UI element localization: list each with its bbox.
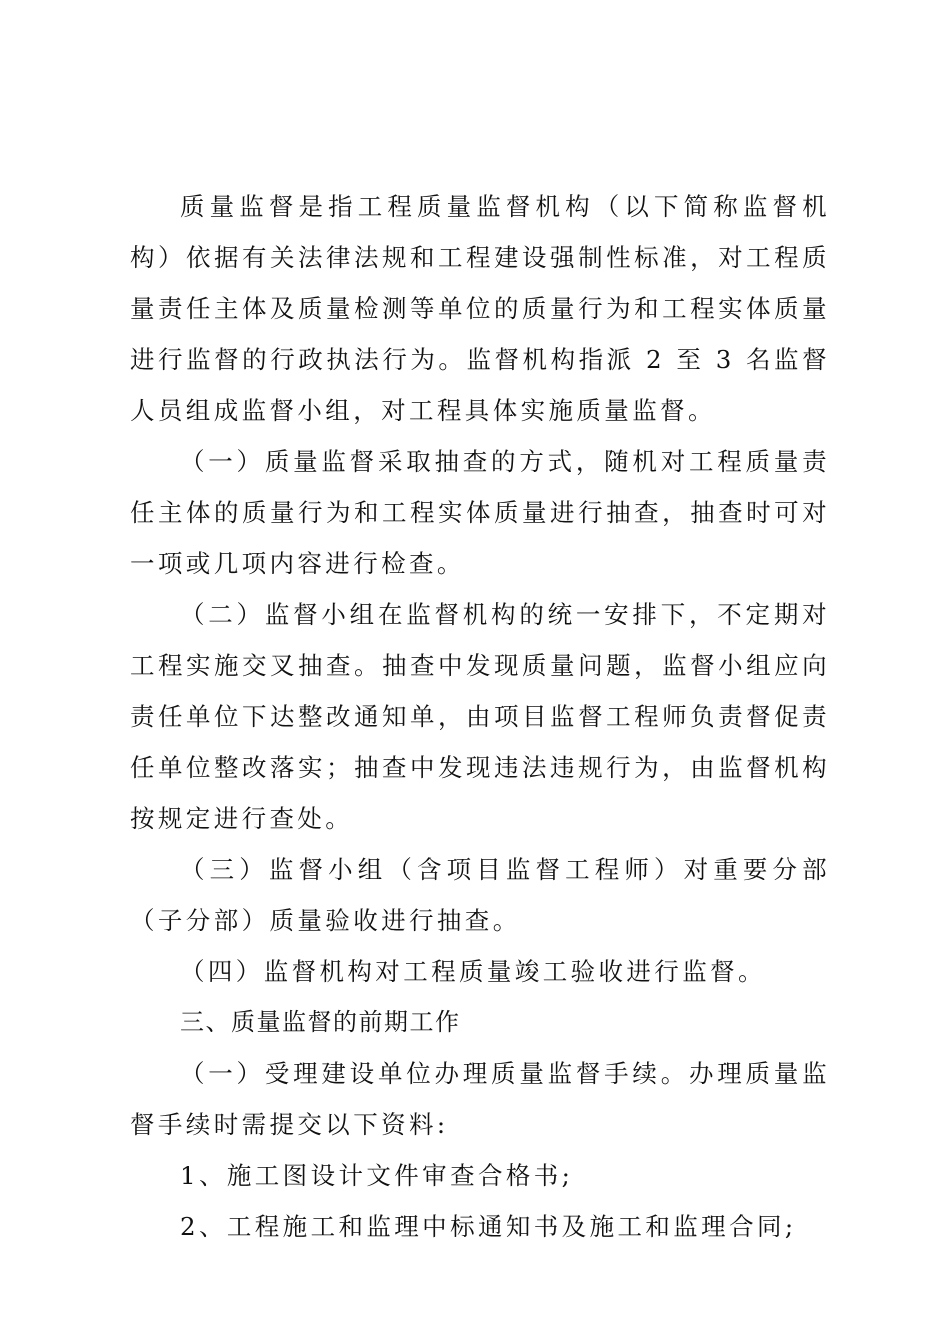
section-list-item-2: 2、工程施工和监理中标通知书及施工和监理合同; (180, 1212, 797, 1241)
section-paragraph-1: （一）受理建设单位办理质量监督手续。办理质量监督手续时需提交以下资料: (130, 1059, 830, 1139)
paragraph-item-3: （三）监督小组（含项目监督工程师）对重要分部（子分部）质量验收进行抽查。 (130, 855, 830, 935)
paragraph-item-4: （四）监督机构对工程质量竣工验收进行监督。 (180, 957, 766, 986)
section-list-item-1: 1、施工图设计文件审查合格书; (180, 1161, 574, 1190)
paragraph-item-1: （一）质量监督采取抽查的方式，随机对工程质量责任主体的质量行为和工程实体质量进行抽查，抽查时可对一项或几项内容进行检查。 (130, 447, 830, 578)
paragraph-definition: 质量监督是指工程质量监督机构（以下简称监督机构）依据有关法律法规和工程建设强制性标准，对工程质量责任主体及质量检测等单位的质量行为和工程实体质量进行监督的行政执法行为。监督机构指派 2 至 3 名监督人员组成监督小组，对工程具体实施质量监督。 (130, 192, 830, 425)
section-heading: 三、质量监督的前期工作 (180, 1008, 461, 1036)
document-body (130, 181, 830, 1252)
paragraph-item-2: （二）监督小组在监督机构的统一安排下，不定期对工程实施交叉抽查。抽查中发现质量问题，监督小组应向责任单位下达整改通知单，由项目监督工程师负责督促责任单位整改落实；抽查中发现违法违规行为，由监督机构按规定进行查处。 (130, 600, 830, 833)
